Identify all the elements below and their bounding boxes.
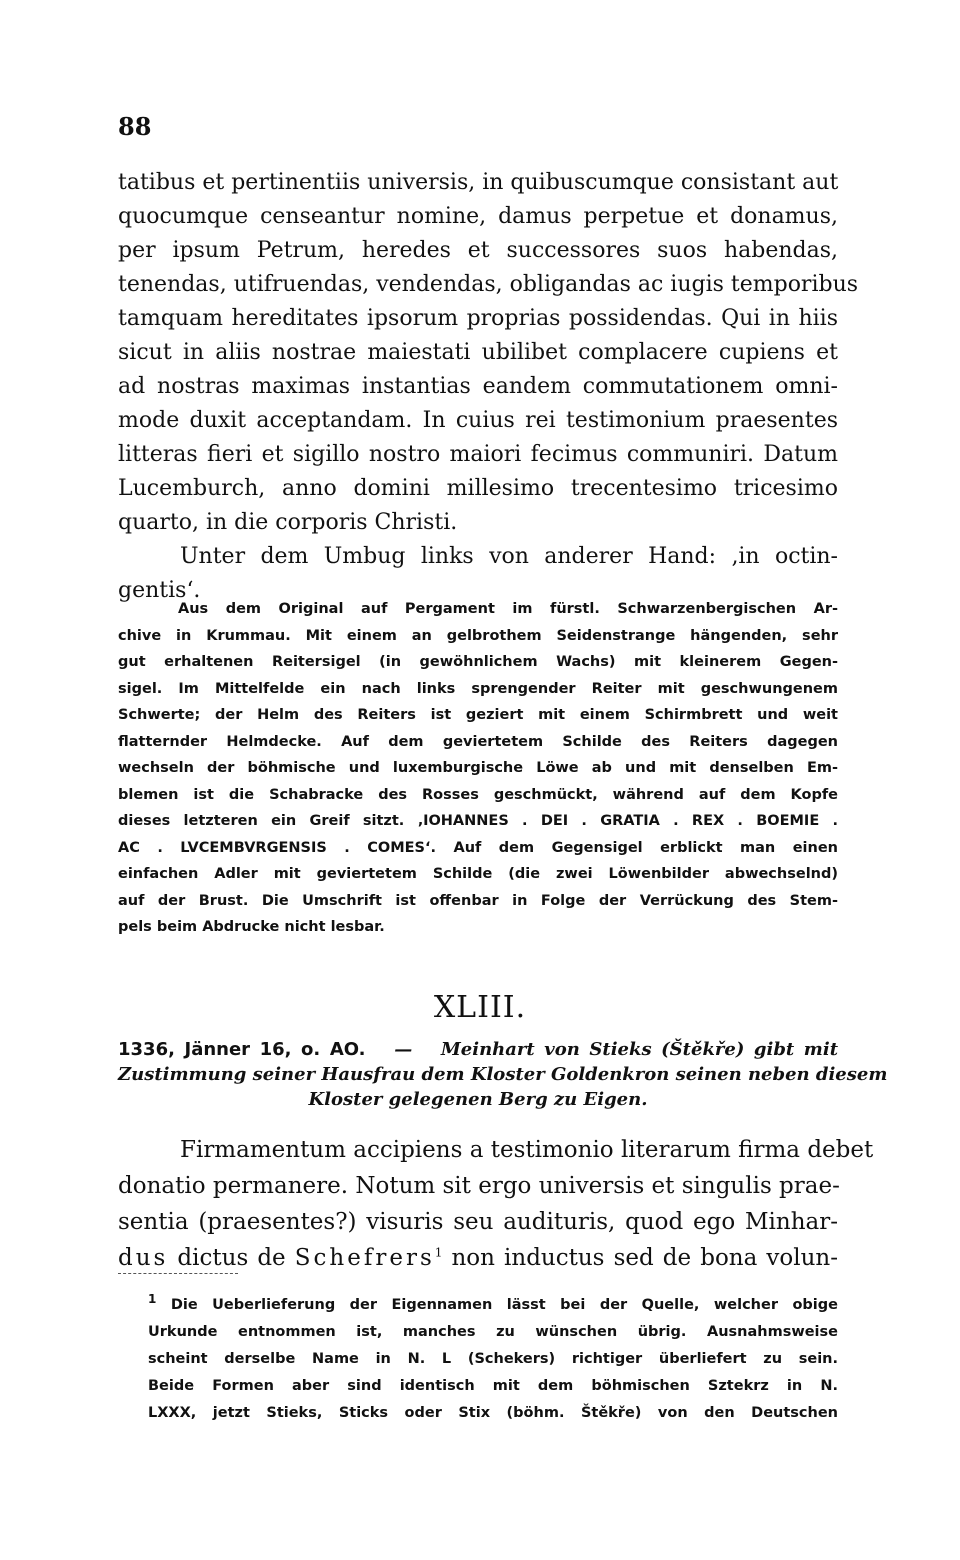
- text-line: Lucemburch, anno domini millesimo trecentesimo tricesimo: [118, 476, 838, 501]
- text-line: per ipsum Petrum, heredes et successores suos habendas,: [118, 238, 838, 263]
- note-line: flatternder Helmdecke. Auf dem geviertetem Schilde des Reiters dagegen: [118, 733, 838, 750]
- heading-line: Kloster gelegenen Berg zu Eigen.: [308, 1089, 648, 1110]
- note-line: dieses letzteren ein Greif sitzt. ‚IOHANNES . DEI . GRATIA . REX . BOEMIE .: [118, 813, 838, 829]
- footnote-divider: [118, 1273, 238, 1274]
- document-heading: [118, 1037, 888, 1112]
- text-line: sicut in aliis nostrae maiestati ubilibet complacere cupiens et: [118, 340, 838, 365]
- note-line: einfachen Adler mit geviertetem Schilde (die zwei Löwenbilder abwechselnd): [118, 866, 838, 882]
- charter-text-2: [118, 1132, 874, 1276]
- footnote-line: LXXX, jetzt Stieks, Sticks oder Stix (böhm. Štěkře) von den Deutschen: [148, 1405, 838, 1421]
- text-line: quarto, in die corporis Christi.: [118, 510, 458, 535]
- heading-line: Zustimmung seiner Hausfrau dem Kloster Goldenkron seinen neben diesem: [118, 1064, 888, 1085]
- footnote-marker: 1: [148, 1292, 157, 1307]
- note-line: blemen ist die Schabracke des Rosses geschmückt, während auf dem Kopfe: [118, 786, 838, 803]
- note-line: pels beim Abdrucke nicht lesbar.: [118, 919, 385, 935]
- document-number: XLIII.: [433, 990, 527, 1025]
- footnote: [148, 1292, 838, 1427]
- note-line: auf der Brust. Die Umschrift ist offenbar in Folge der Verrückung des Stem-: [118, 892, 838, 909]
- heading-dash: —: [394, 1039, 413, 1060]
- umbug-note-line: Unter dem Umbug links von anderer Hand: ‚in octin-: [180, 544, 838, 569]
- note-line: Aus dem Original auf Pergament im fürstl. Schwarzenbergischen Ar-: [178, 601, 838, 617]
- note-line: chive in Krummau. Mit einem an gelbrothem Seidenstrange hängenden, sehr: [118, 627, 838, 644]
- charter-text: [118, 166, 859, 608]
- footnote-line: [148, 1292, 838, 1319]
- text-line: tenendas, utifruendas, vendendas, obligandas ac iugis temporibus: [118, 272, 859, 297]
- text-line: tatibus et pertinentiis universis, in quibuscumque consistant aut: [118, 170, 839, 195]
- text-line: quocumque censeantur nomine, damus perpetue et donamus,: [118, 204, 838, 229]
- name-schefrers: Schefrers: [294, 1245, 435, 1271]
- heading-summary: Meinhart von Stieks (Štěkře) gibt mit: [440, 1039, 839, 1060]
- footnote-reference: 1: [434, 1245, 443, 1260]
- heading-line: [118, 1037, 838, 1062]
- text-line: [118, 1240, 838, 1276]
- note-line: sigel. Im Mittelfelde ein nach links sprengender Reiter mit geschwungenem: [118, 680, 838, 697]
- footnote-line: Urkunde entnommen ist, manches zu wünschen übrig. Ausnahmsweise: [148, 1324, 838, 1340]
- text-line: sentia (praesentes?) visuris seu audituris, quod ego Minhar-: [118, 1209, 838, 1235]
- footnote-text: Die Ueberlieferung der Eigennamen lässt bei der Quelle, welcher obige: [170, 1297, 838, 1313]
- note-line: gut erhaltenen Reitersigel (in gewöhnlichem Wachs) mit kleinerem Gegen-: [118, 654, 838, 670]
- umbug-note-line: gentis‘.: [118, 578, 201, 603]
- text-line: Firmamentum accipiens a testimonio literarum firma debet: [180, 1137, 874, 1163]
- footnote-line: scheint derselbe Name in N. L (Schekers) richtiger überliefert zu sein.: [148, 1351, 838, 1367]
- note-line: AC . LVCEMBVRGENSIS . COMES‘. Auf dem Gegensigel erblickt man einen: [118, 839, 838, 856]
- text-line: donatio permanere. Notum sit ergo universis et singulis prae-: [118, 1173, 840, 1199]
- text-line: ad nostras maximas instantias eandem commutationem omni-: [118, 374, 838, 399]
- note-line: wechseln der böhmische und luxemburgische Löwe ab und mit denselben Em-: [118, 760, 838, 776]
- text-line: litteras fieri et sigillo nostro maiori fecimus communiri. Datum: [118, 442, 838, 467]
- text-line: tamquam hereditates ipsorum proprias possidendas. Qui in hiis: [118, 306, 838, 331]
- text-fragment: dictus de: [168, 1245, 295, 1271]
- page-number: 88: [118, 112, 152, 141]
- name-minhardus: dus: [118, 1245, 169, 1271]
- heading-date: 1336, Jänner 16, o. AO.: [118, 1039, 366, 1060]
- text-fragment: non inductus sed de bona volun-: [442, 1245, 838, 1271]
- note-line: Schwerte; der Helm des Reiters ist geziert mit einem Schirmbrett und weit: [118, 707, 838, 723]
- archive-note: [118, 596, 838, 941]
- text-line: mode duxit acceptandam. In cuius rei testimonium praesentes: [118, 408, 838, 433]
- footnote-line: Beide Formen aber sind identisch mit dem böhmischen Sztekrz in N.: [148, 1378, 838, 1394]
